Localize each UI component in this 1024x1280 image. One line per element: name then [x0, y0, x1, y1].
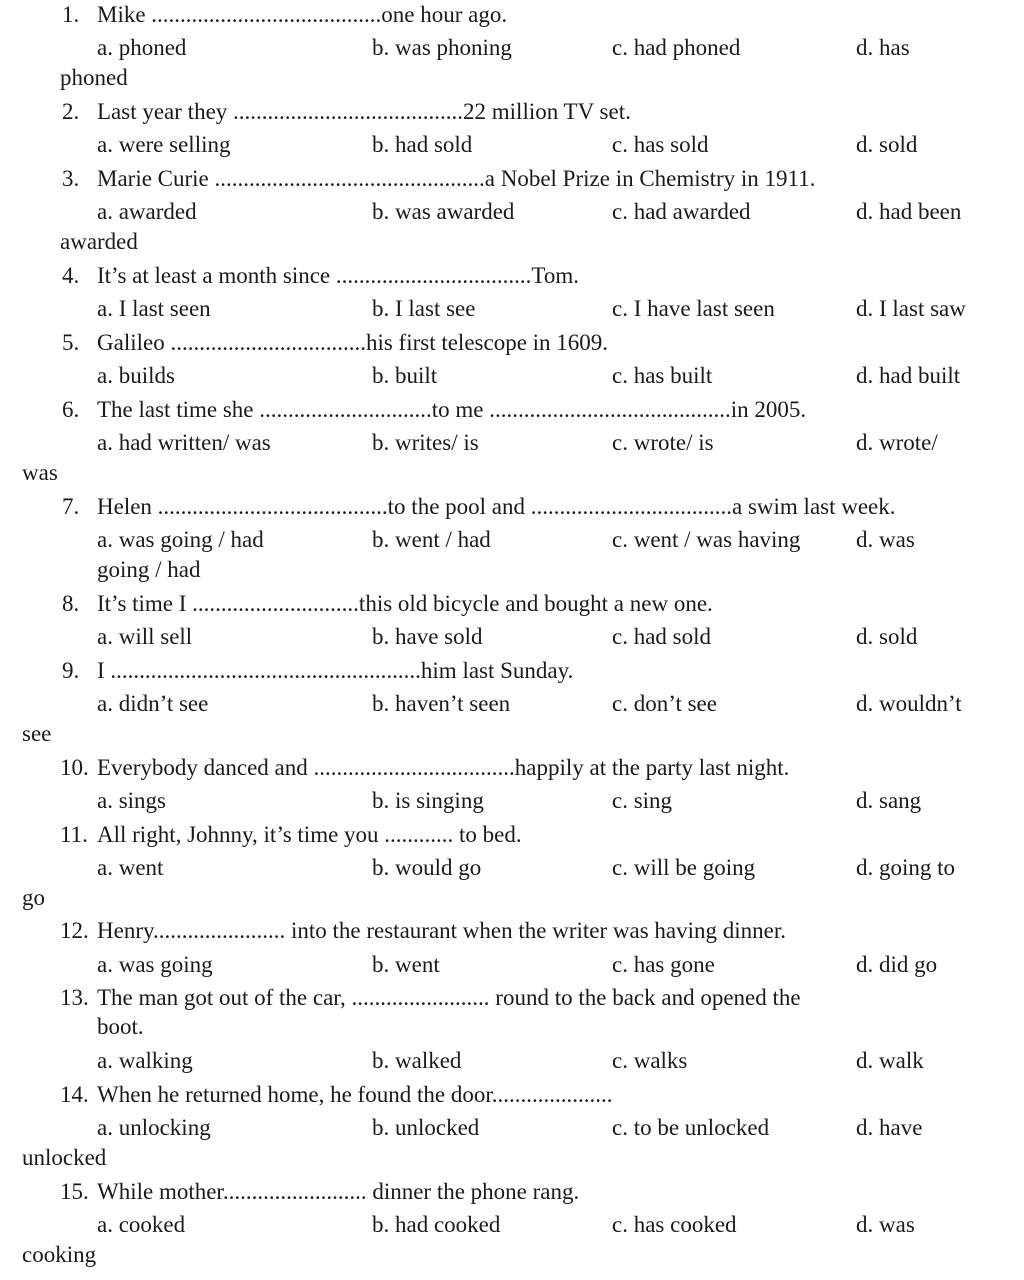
question-6-option-a[interactable]: a. had written/ was: [97, 430, 271, 455]
question-5-option-d[interactable]: d. had built: [856, 363, 961, 388]
question-10-number: 10.: [60, 755, 89, 780]
question-10-option-d[interactable]: d. sang: [856, 788, 922, 813]
question-12-option-c[interactable]: c. has gone: [612, 952, 715, 977]
question-7-stem: Helen ........................................to the pool and ...................................a swim last week.: [97, 494, 896, 519]
question-13-number: 13.: [60, 985, 89, 1010]
question-8-option-a[interactable]: a. will sell: [97, 624, 193, 649]
question-6-option-d[interactable]: d. wrote/: [856, 430, 938, 455]
question-14-option-d-continued: unlocked: [22, 1145, 107, 1170]
question-12-stem: Henry....................... into the restaurant when the writer was having dinner.: [97, 918, 786, 943]
question-5-number: 5.: [62, 330, 80, 355]
question-15-option-d[interactable]: d. was: [856, 1212, 915, 1237]
question-13-option-b[interactable]: b. walked: [372, 1048, 462, 1073]
question-9-option-d-continued: see: [22, 721, 52, 746]
question-12-option-b[interactable]: b. went: [372, 952, 440, 977]
question-1-stem: Mike ........................................one hour ago.: [97, 2, 508, 27]
question-4-number: 4.: [62, 263, 80, 288]
question-6-option-c[interactable]: c. wrote/ is: [612, 430, 714, 455]
question-11-number: 11.: [60, 822, 88, 847]
question-5-stem: Galileo ..................................his first telescope in 1609.: [97, 330, 609, 355]
question-4-option-a[interactable]: a. I last seen: [97, 296, 211, 321]
question-1-option-d-continued: phoned: [60, 65, 128, 90]
question-14-option-a[interactable]: a. unlocking: [97, 1115, 211, 1140]
question-14-stem: When he returned home, he found the door.....................: [97, 1082, 613, 1107]
question-3-option-d[interactable]: d. had been: [856, 199, 962, 224]
question-1-option-b[interactable]: b. was phoning: [372, 35, 512, 60]
question-3-option-d-continued: awarded: [60, 229, 138, 254]
question-1-option-c[interactable]: c. had phoned: [612, 35, 741, 60]
question-2-stem: Last year they ........................................22 million TV set.: [97, 99, 631, 124]
question-8-option-c[interactable]: c. had sold: [612, 624, 712, 649]
question-7-option-a[interactable]: a. was going / had: [97, 527, 264, 552]
question-4-stem: It’s at least a month since ..................................Tom.: [97, 263, 579, 288]
question-9-option-c[interactable]: c. don’t see: [612, 691, 717, 716]
question-9-option-d[interactable]: d. wouldn’t: [856, 691, 962, 716]
question-13-stem: The man got out of the car, ........................ round to the back and opened the: [97, 985, 801, 1010]
question-5-option-c[interactable]: c. has built: [612, 363, 713, 388]
question-7-number: 7.: [62, 494, 80, 519]
question-15-stem: While mother......................... dinner the phone rang.: [97, 1179, 580, 1204]
question-14-number: 14.: [60, 1082, 89, 1107]
question-6-option-b[interactable]: b. writes/ is: [372, 430, 479, 455]
question-8-stem: It’s time I .............................this old bicycle and bought a new one.: [97, 591, 713, 616]
question-15-option-d-continued: cooking: [22, 1242, 97, 1267]
question-2-option-a[interactable]: a. were selling: [97, 132, 231, 157]
question-13-stem-continued: boot.: [97, 1014, 144, 1039]
question-3-option-b[interactable]: b. was awarded: [372, 199, 515, 224]
question-4-option-c[interactable]: c. I have last seen: [612, 296, 775, 321]
question-11-option-d-continued: go: [22, 885, 45, 910]
question-15-option-c[interactable]: c. has cooked: [612, 1212, 737, 1237]
question-9-stem: I ......................................................him last Sunday.: [97, 658, 574, 683]
question-5-option-a[interactable]: a. builds: [97, 363, 175, 388]
question-10-option-c[interactable]: c. sing: [612, 788, 673, 813]
question-2-number: 2.: [62, 99, 80, 124]
question-11-option-d[interactable]: d. going to: [856, 855, 956, 880]
question-1-option-a[interactable]: a. phoned: [97, 35, 187, 60]
question-13-option-c[interactable]: c. walks: [612, 1048, 688, 1073]
question-2-option-c[interactable]: c. has sold: [612, 132, 709, 157]
question-13-option-a[interactable]: a. walking: [97, 1048, 193, 1073]
question-10-stem: Everybody danced and ...................................happily at the party last night.: [97, 755, 790, 780]
question-9-number: 9.: [62, 658, 80, 683]
question-10-option-b[interactable]: b. is singing: [372, 788, 484, 813]
question-15-option-b[interactable]: b. had cooked: [372, 1212, 501, 1237]
question-4-option-d[interactable]: d. I last saw: [856, 296, 966, 321]
question-6-number: 6.: [62, 397, 80, 422]
question-11-stem: All right, Johnny, it’s time you ............ to bed.: [97, 822, 522, 847]
question-6-stem: The last time she ..............................to me ..........................................in 2005.: [97, 397, 807, 422]
question-11-option-c[interactable]: c. will be going: [612, 855, 756, 880]
question-9-option-a[interactable]: a. didn’t see: [97, 691, 209, 716]
question-3-option-c[interactable]: c. had awarded: [612, 199, 751, 224]
question-8-option-d[interactable]: d. sold: [856, 624, 918, 649]
question-12-option-d[interactable]: d. did go: [856, 952, 938, 977]
question-4-option-b[interactable]: b. I last see: [372, 296, 476, 321]
question-1-number: 1.: [62, 2, 80, 27]
question-7-option-b[interactable]: b. went / had: [372, 527, 491, 552]
question-14-option-c[interactable]: c. to be unlocked: [612, 1115, 770, 1140]
question-11-option-b[interactable]: b. would go: [372, 855, 482, 880]
question-7-option-d[interactable]: d. was: [856, 527, 915, 552]
question-11-option-a[interactable]: a. went: [97, 855, 164, 880]
question-15-number: 15.: [60, 1179, 89, 1204]
question-2-option-d[interactable]: d. sold: [856, 132, 918, 157]
question-9-option-b[interactable]: b. haven’t seen: [372, 691, 511, 716]
question-2-option-b[interactable]: b. had sold: [372, 132, 473, 157]
question-1-option-d[interactable]: d. has: [856, 35, 910, 60]
question-7-option-c[interactable]: c. went / was having: [612, 527, 801, 552]
question-8-option-b[interactable]: b. have sold: [372, 624, 483, 649]
question-3-stem: Marie Curie ...............................................a Nobel Prize in Chemistry in 1911.: [97, 166, 816, 191]
question-10-option-a[interactable]: a. sings: [97, 788, 166, 813]
question-8-number: 8.: [62, 591, 80, 616]
question-12-option-a[interactable]: a. was going: [97, 952, 213, 977]
question-6-option-d-continued: was: [22, 460, 58, 485]
question-3-number: 3.: [62, 166, 80, 191]
question-13-option-d[interactable]: d. walk: [856, 1048, 924, 1073]
question-14-option-b[interactable]: b. unlocked: [372, 1115, 480, 1140]
question-3-option-a[interactable]: a. awarded: [97, 199, 197, 224]
question-14-option-d[interactable]: d. have: [856, 1115, 923, 1140]
question-15-option-a[interactable]: a. cooked: [97, 1212, 186, 1237]
question-5-option-b[interactable]: b. built: [372, 363, 438, 388]
question-7-option-d-continued: going / had: [97, 557, 201, 582]
question-12-number: 12.: [60, 918, 89, 943]
